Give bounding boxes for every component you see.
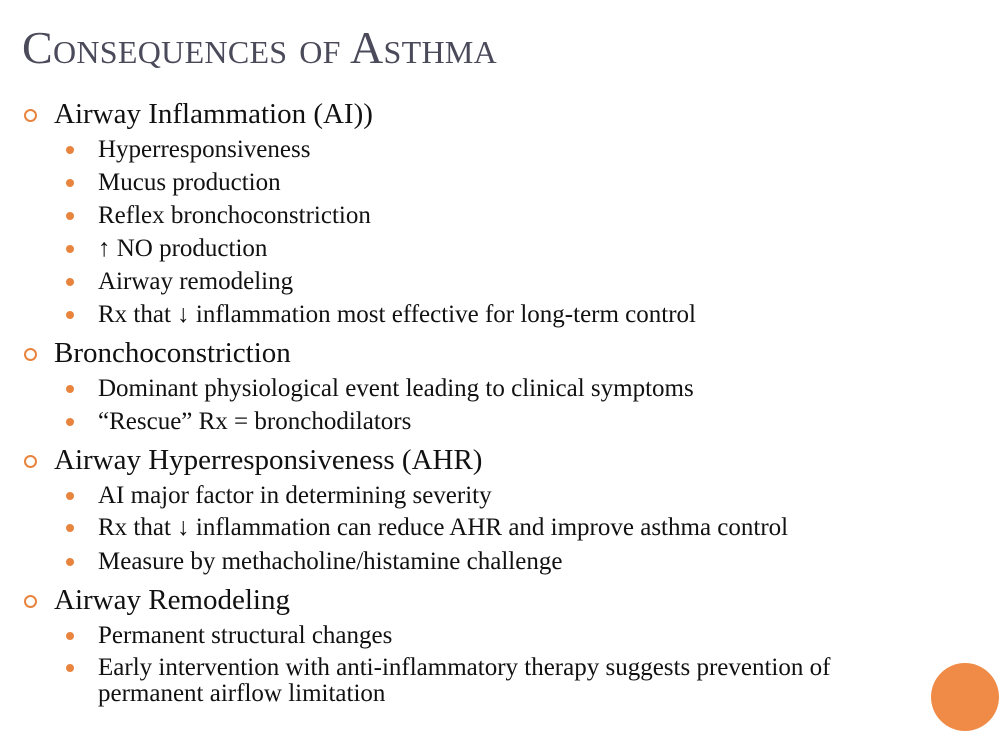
dot-bullet-icon bbox=[66, 632, 74, 640]
dot-bullet-icon bbox=[66, 558, 74, 566]
sub-list bbox=[24, 619, 974, 711]
list-item-text: Early intervention with anti-inflammatory therapy suggests prevention of permanent airflow limitation bbox=[98, 654, 831, 707]
list-item bbox=[66, 372, 974, 405]
ring-bullet-icon bbox=[24, 348, 37, 361]
ring-bullet-icon bbox=[24, 455, 37, 468]
sub-list bbox=[24, 479, 974, 578]
section-airway-inflammation bbox=[24, 96, 974, 331]
list-item-text: Rx that ↓ inflammation can reduce AHR and improve asthma control bbox=[98, 514, 789, 541]
list-item bbox=[66, 512, 974, 545]
list-item-text: Hyperresponsiveness bbox=[98, 136, 311, 163]
dot-bullet-icon bbox=[66, 278, 74, 286]
section-heading-text: Bronchoconstriction bbox=[54, 337, 291, 369]
corner-decoration-circle bbox=[931, 663, 999, 731]
slide-title: Consequences of Asthma bbox=[22, 22, 498, 73]
list-item bbox=[66, 265, 974, 298]
dot-bullet-icon bbox=[66, 245, 74, 253]
list-item bbox=[66, 166, 974, 199]
section-bronchoconstriction bbox=[24, 335, 974, 438]
list-item-text: Measure by methacholine/histamine challenge bbox=[98, 548, 563, 575]
list-item-text: Airway remodeling bbox=[98, 268, 294, 295]
section-heading-text: Airway Remodeling bbox=[54, 584, 290, 616]
list-item bbox=[66, 545, 974, 578]
list-item bbox=[66, 298, 974, 331]
list-item bbox=[66, 232, 974, 265]
list-item bbox=[66, 479, 974, 512]
slide-content bbox=[24, 96, 974, 715]
section-heading bbox=[24, 335, 974, 372]
list-item bbox=[66, 619, 974, 652]
section-heading-text: Airway Inflammation (AI)) bbox=[54, 98, 373, 130]
section-heading-text: Airway Hyperresponsiveness (AHR) bbox=[54, 444, 483, 476]
list-item-text: Dominant physiological event leading to clinical symptoms bbox=[98, 375, 694, 402]
dot-bullet-icon bbox=[66, 524, 74, 532]
dot-bullet-icon bbox=[66, 385, 74, 393]
list-item bbox=[66, 405, 974, 438]
section-airway-hyperresponsiveness bbox=[24, 442, 974, 578]
sub-list bbox=[24, 372, 974, 438]
dot-bullet-icon bbox=[66, 492, 74, 500]
list-item-text: Reflex bronchoconstriction bbox=[98, 202, 371, 229]
sub-list bbox=[24, 133, 974, 331]
dot-bullet-icon bbox=[66, 212, 74, 220]
list-item-text: “Rescue” Rx = bronchodilators bbox=[98, 408, 412, 435]
section-heading bbox=[24, 96, 974, 133]
list-item-text: Permanent structural changes bbox=[98, 622, 393, 649]
section-airway-remodeling bbox=[24, 582, 974, 711]
dot-bullet-icon bbox=[66, 146, 74, 154]
dot-bullet-icon bbox=[66, 418, 74, 426]
list-item-text: AI major factor in determining severity bbox=[98, 482, 492, 509]
list-item-text: Rx that ↓ inflammation most effective for long-term control bbox=[98, 301, 696, 328]
section-heading bbox=[24, 442, 974, 479]
dot-bullet-icon bbox=[66, 311, 74, 319]
list-item bbox=[66, 652, 974, 711]
dot-bullet-icon bbox=[66, 664, 74, 672]
list-item bbox=[66, 199, 974, 232]
list-item bbox=[66, 133, 974, 166]
ring-bullet-icon bbox=[24, 595, 37, 608]
ring-bullet-icon bbox=[24, 109, 37, 122]
list-item-text: ↑ NO production bbox=[98, 235, 268, 262]
list-item-text: Mucus production bbox=[98, 169, 281, 196]
dot-bullet-icon bbox=[66, 179, 74, 187]
section-heading bbox=[24, 582, 974, 619]
